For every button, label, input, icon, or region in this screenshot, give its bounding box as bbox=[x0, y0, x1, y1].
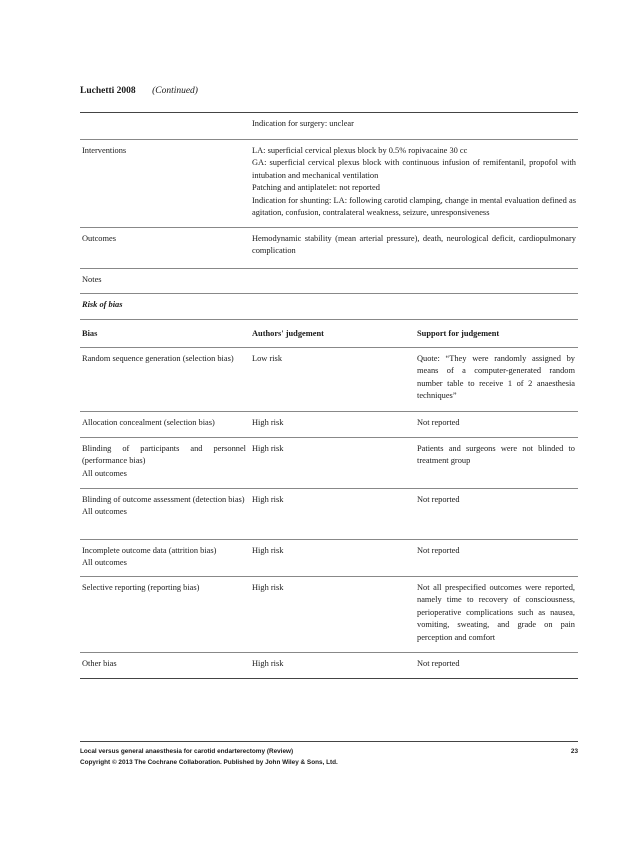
bias-domain bbox=[82, 353, 246, 365]
page-footer bbox=[80, 741, 578, 768]
row-label: Interventions bbox=[82, 146, 127, 155]
indication-text: Indication for surgery: unclear bbox=[252, 119, 354, 128]
row-text bbox=[252, 118, 576, 130]
header-support: Support for judgement bbox=[417, 329, 500, 338]
bias-support: Patients and surgeons were not blinded to treatment group bbox=[417, 444, 575, 466]
bias-judgement: High risk bbox=[252, 495, 284, 504]
table-row bbox=[80, 577, 578, 653]
bias-name: Blinding of participants and personnel (performance bias) bbox=[82, 444, 246, 466]
bias-judgement: High risk bbox=[252, 583, 284, 592]
interventions-shunting: Indication for shunting: LA: following carotid clamping, change in mental evaluation defined as agitation, confusion, contralateral weakness, seizure, unresponsiveness bbox=[252, 195, 576, 218]
table-row-outcomes bbox=[80, 228, 578, 269]
table-row bbox=[80, 348, 578, 412]
table-row-indication bbox=[80, 113, 578, 140]
interventions-ga: GA: superficial cervical plexus block with continuous infusion of remifentanil, propofol with intubation and mechanical ventilation bbox=[252, 158, 576, 180]
continued-header bbox=[80, 86, 198, 96]
risk-of-bias-title: Risk of bias bbox=[82, 300, 123, 309]
table-row bbox=[80, 540, 578, 577]
bias-domain bbox=[82, 494, 246, 519]
table-row bbox=[80, 412, 578, 438]
bias-support: Not reported bbox=[417, 495, 460, 504]
interventions-text bbox=[252, 145, 576, 219]
bias-name: Other bias bbox=[82, 659, 117, 668]
footer-copyright: Copyright © 2013 The Cochrane Collaboration. Published by John Wiley & Sons, Ltd. bbox=[80, 759, 338, 766]
bias-name: Blinding of outcome assessment (detection bias) bbox=[82, 495, 245, 504]
footer-title: Local versus general anaesthesia for carotid endarterectomy (Review) bbox=[80, 748, 294, 755]
bias-support: Quote: “They were randomly assigned by means of a computer-generated random number table to receive 1 of 2 anaesthesia techniques” bbox=[417, 354, 575, 401]
table-row-notes bbox=[80, 269, 578, 294]
bias-domain bbox=[82, 658, 246, 670]
bias-support: Not reported bbox=[417, 418, 460, 427]
bias-support: Not all prespecified outcomes were reported, namely time to recovery of consciousness, perioperative complications such as nausea, vomiting, sweating, and grade on pain perception and comfort bbox=[417, 583, 575, 642]
bias-domain bbox=[82, 443, 246, 480]
page-number: 23 bbox=[570, 748, 578, 755]
bias-name: Incomplete outcome data (attrition bias) bbox=[82, 546, 217, 555]
row-label: Notes bbox=[82, 275, 102, 284]
bias-scope: All outcomes bbox=[82, 507, 127, 517]
interventions-la: LA: superficial cervical plexus block by 0.5% ropivacaine 30 cc bbox=[252, 146, 468, 155]
outcomes-line: Hemodynamic stability (mean arterial pressure), death, neurological deficit, cardiopulmonary complication bbox=[252, 234, 576, 256]
bias-support: Not reported bbox=[417, 659, 460, 668]
interventions-patching: Patching and antiplatelet: not reported bbox=[252, 183, 380, 193]
bias-scope: All outcomes bbox=[82, 558, 127, 568]
bias-judgement: High risk bbox=[252, 659, 284, 668]
bias-judgement: Low risk bbox=[252, 354, 283, 363]
table-row bbox=[80, 653, 578, 678]
table-row bbox=[80, 438, 578, 489]
bias-domain bbox=[82, 417, 246, 429]
bias-name: Random sequence generation (selection bias) bbox=[82, 354, 234, 363]
bias-name: Selective reporting (reporting bias) bbox=[82, 583, 200, 592]
bias-judgement: High risk bbox=[252, 444, 284, 453]
bias-judgement: High risk bbox=[252, 546, 284, 555]
outcomes-text bbox=[252, 233, 576, 258]
bias-domain bbox=[82, 545, 246, 570]
bias-domain bbox=[82, 582, 246, 594]
table-row bbox=[80, 489, 578, 540]
bias-scope: All outcomes bbox=[82, 468, 127, 478]
table-row-interventions bbox=[80, 140, 578, 228]
row-label: Outcomes bbox=[82, 234, 116, 243]
bias-name: Allocation concealment (selection bias) bbox=[82, 418, 215, 427]
bias-judgement: High risk bbox=[252, 418, 284, 427]
continued-label: (Continued) bbox=[152, 86, 198, 96]
header-judgement: Authors' judgement bbox=[252, 329, 324, 338]
header-bias: Bias bbox=[82, 329, 98, 338]
characteristics-table bbox=[80, 112, 578, 679]
bias-header-row bbox=[80, 320, 578, 348]
risk-of-bias-title-row bbox=[80, 294, 578, 320]
bias-support: Not reported bbox=[417, 546, 460, 555]
study-name: Luchetti 2008 bbox=[80, 86, 136, 96]
